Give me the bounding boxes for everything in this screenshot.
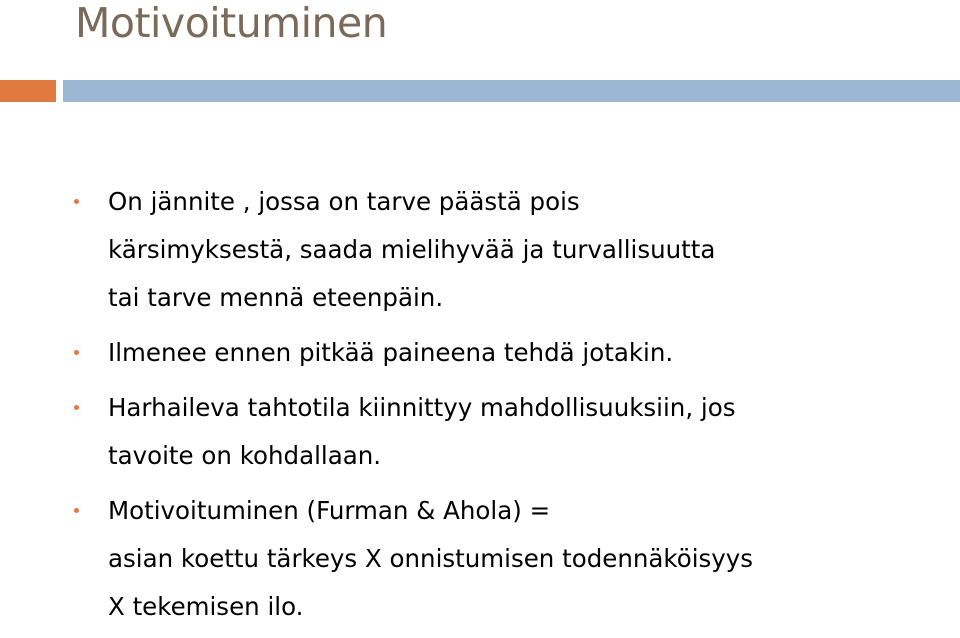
bullet-dot-icon	[74, 350, 79, 355]
slide-title: Motivoituminen	[75, 0, 388, 47]
title-accent-bar	[0, 80, 56, 102]
bullet-dot-icon	[74, 508, 79, 513]
bullet-dot-icon	[74, 199, 79, 204]
bullet-line: tai tarve mennä eteenpäin.	[108, 283, 444, 312]
bullet-line: On jännite , jossa on tarve päästä pois	[108, 187, 580, 216]
bullet-line: tavoite on kohdallaan.	[108, 441, 382, 470]
bullet-line: asian koettu tärkeys X onnistumisen todennäköisyys	[108, 544, 754, 573]
bullet-line: Ilmenee ennen pitkää paineena tehdä jotakin.	[108, 338, 674, 367]
bullet-item	[0, 178, 960, 322]
bullet-line: X tekemisen ilo.	[108, 592, 304, 621]
bullet-item	[0, 487, 960, 631]
bullet-line: Motivoituminen (Furman & Ahola) =	[108, 496, 551, 525]
bullet-item	[0, 384, 960, 480]
bullet-list	[0, 178, 960, 638]
bullet-line: Harhaileva tahtotila kiinnittyy mahdollisuuksiin, jos	[108, 393, 736, 422]
title-band-bar	[63, 80, 960, 102]
bullet-dot-icon	[74, 405, 79, 410]
bullet-item	[0, 329, 960, 377]
bullet-line: kärsimyksestä, saada mielihyvää ja turvallisuutta	[108, 235, 716, 264]
